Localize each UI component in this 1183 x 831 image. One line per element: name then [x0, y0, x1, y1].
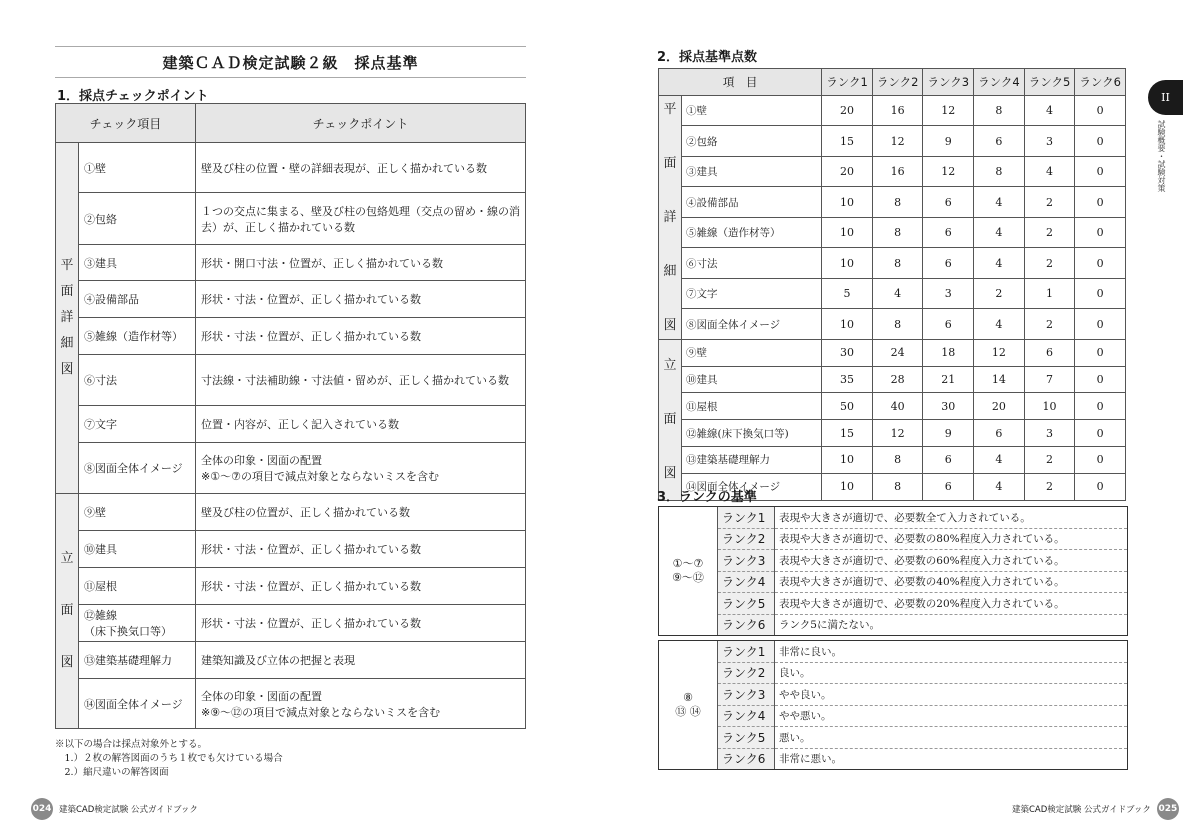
table-row — [56, 406, 526, 443]
checkpoint-table — [55, 103, 526, 729]
score-value-rank2: 28 — [872, 366, 923, 393]
score-value-rank1: 20 — [822, 95, 873, 126]
section-heading-3: 3．ランクの基準 — [657, 490, 757, 505]
table-row — [56, 568, 526, 605]
score-value-rank2: 16 — [872, 95, 923, 126]
score-item-name: ⑥寸法 — [682, 248, 822, 279]
score-value-rank6: 0 — [1075, 217, 1126, 248]
rank-description: やや良い。 — [775, 684, 1128, 706]
check-point: 全体の印象・図面の配置 ※⑨～⑫の項目で減点対象とならないミスを含む — [196, 679, 526, 729]
chapter-tab: II — [1148, 80, 1183, 115]
check-point: 形状・寸法・位置が、正しく描かれている数 — [196, 318, 526, 355]
check-item: ⑬建築基礎理解力 — [79, 642, 196, 679]
rank-description: 表現や大きさが適切で、必要数の60%程度入力されている。 — [775, 550, 1128, 572]
score-value-rank2: 4 — [872, 278, 923, 309]
check-item: ⑧図面全体イメージ — [79, 443, 196, 494]
score-item-name: ④設備部品 — [682, 187, 822, 218]
check-point: 形状・寸法・位置が、正しく描かれている数 — [196, 281, 526, 318]
score-value-rank2: 8 — [872, 248, 923, 279]
rank-label: ランク3 — [718, 550, 775, 572]
section-heading-1: 1．採点チェックポイント — [57, 89, 209, 104]
rank-criteria-row — [659, 684, 1127, 706]
score-value-rank5: 2 — [1024, 473, 1075, 500]
check-point: 形状・寸法・位置が、正しく描かれている数 — [196, 531, 526, 568]
rank-label: ランク5 — [718, 727, 775, 749]
score-value-rank4: 14 — [974, 366, 1025, 393]
table-row — [56, 355, 526, 406]
score-item-name: ⑬建築基礎理解力 — [682, 446, 822, 473]
check-item: ③建具 — [79, 245, 196, 281]
check-item: ⑤雑線（造作材等） — [79, 318, 196, 355]
check-point: 形状・開口寸法・位置が、正しく描かれている数 — [196, 245, 526, 281]
score-item-name: ⑭図面全体イメージ — [682, 473, 822, 500]
check-item: ⑫雑線 （床下換気口等） — [79, 605, 196, 642]
score-value-rank4: 6 — [974, 420, 1025, 447]
score-value-rank2: 8 — [872, 217, 923, 248]
check-item: ④設備部品 — [79, 281, 196, 318]
score-col-rank4: ランク4 — [974, 69, 1025, 96]
check-point: 建築知識及び立体の把握と表現 — [196, 642, 526, 679]
score-value-rank4: 12 — [974, 339, 1025, 366]
score-value-rank3: 9 — [923, 126, 974, 157]
score-value-rank4: 4 — [974, 446, 1025, 473]
score-item-name: ⑩建具 — [682, 366, 822, 393]
table-row — [56, 318, 526, 355]
check-point: 形状・寸法・位置が、正しく描かれている数 — [196, 568, 526, 605]
score-value-rank2: 16 — [872, 156, 923, 187]
check-item: ②包絡 — [79, 193, 196, 245]
score-value-rank4: 2 — [974, 278, 1025, 309]
score-value-rank2: 8 — [872, 309, 923, 340]
score-value-rank2: 12 — [872, 126, 923, 157]
check-point: 壁及び柱の位置・壁の詳細表現が、正しく描かれている数 — [196, 143, 526, 193]
rank-description: 表現や大きさが適切で、必要数の80%程度入力されている。 — [775, 528, 1128, 550]
score-header-row — [659, 69, 1126, 96]
rank-description: 表現や大きさが適切で、必要数の20%程度入力されている。 — [775, 593, 1128, 615]
score-table — [658, 68, 1126, 501]
score-row — [659, 95, 1126, 126]
score-row — [659, 187, 1126, 218]
score-row — [659, 366, 1126, 393]
score-value-rank1: 15 — [822, 420, 873, 447]
score-value-rank5: 4 — [1024, 156, 1075, 187]
score-value-rank5: 10 — [1024, 393, 1075, 420]
score-value-rank6: 0 — [1075, 446, 1126, 473]
score-value-rank3: 12 — [923, 95, 974, 126]
score-value-rank3: 3 — [923, 278, 974, 309]
rank-criteria-row — [659, 727, 1127, 749]
rank-criteria-row — [659, 705, 1127, 727]
score-item-name: ①壁 — [682, 95, 822, 126]
score-item-name: ②包絡 — [682, 126, 822, 157]
score-value-rank3: 6 — [923, 446, 974, 473]
rank-criteria-box-2 — [658, 640, 1128, 770]
score-value-rank4: 4 — [974, 473, 1025, 500]
rank-label: ランク2 — [718, 662, 775, 684]
score-value-rank4: 20 — [974, 393, 1025, 420]
section-heading-2: 2．採点基準点数 — [657, 50, 758, 65]
check-point: 寸法線・寸法補助線・寸法値・留めが、正しく描かれている数 — [196, 355, 526, 406]
rank-criteria-row — [659, 614, 1127, 635]
score-col-rank2: ランク2 — [872, 69, 923, 96]
score-value-rank1: 30 — [822, 339, 873, 366]
note-line: ※以下の場合は採点対象外とする。 — [55, 739, 208, 750]
right-footer — [1012, 798, 1179, 820]
score-row — [659, 126, 1126, 157]
score-col-rank6: ランク6 — [1075, 69, 1126, 96]
score-value-rank1: 10 — [822, 248, 873, 279]
score-group-elevation: 立 面 図 — [659, 339, 682, 500]
score-row — [659, 420, 1126, 447]
check-point: １つの交点に集まる、壁及び柱の包絡処理（交点の留め・線の消去）が、正しく描かれている数 — [196, 193, 526, 245]
score-value-rank3: 12 — [923, 156, 974, 187]
rank-criteria-row — [659, 593, 1127, 615]
check-item: ⑪屋根 — [79, 568, 196, 605]
score-value-rank3: 6 — [923, 248, 974, 279]
page-title: 建築ＣＡＤ検定試験２級 採点基準 — [55, 46, 526, 78]
score-value-rank5: 2 — [1024, 217, 1075, 248]
check-point: 全体の印象・図面の配置 ※①～⑦の項目で減点対象とならないミスを含む — [196, 443, 526, 494]
page-number: 024 — [31, 798, 53, 820]
check-point: 壁及び柱の位置が、正しく描かれている数 — [196, 494, 526, 531]
score-value-rank6: 0 — [1075, 339, 1126, 366]
score-item-name: ⑧図面全体イメージ — [682, 309, 822, 340]
score-value-rank1: 10 — [822, 187, 873, 218]
score-row — [659, 393, 1126, 420]
check-item: ①壁 — [79, 143, 196, 193]
check-point: 位置・内容が、正しく記入されている数 — [196, 406, 526, 443]
table-row — [56, 281, 526, 318]
check-item: ⑩建具 — [79, 531, 196, 568]
score-value-rank5: 6 — [1024, 339, 1075, 366]
rank-description: 良い。 — [775, 662, 1128, 684]
rank-description: 表現や大きさが適切で、必要数の40%程度入力されている。 — [775, 571, 1128, 593]
score-value-rank5: 2 — [1024, 248, 1075, 279]
score-row — [659, 446, 1126, 473]
score-row — [659, 339, 1126, 366]
rank-criteria-items: ①～⑦ ⑨～⑫ — [672, 557, 704, 584]
score-value-rank1: 10 — [822, 309, 873, 340]
rank-label: ランク4 — [718, 571, 775, 593]
score-value-rank1: 15 — [822, 126, 873, 157]
score-item-name: ⑫雑線(床下換気口等) — [682, 420, 822, 447]
group-label-elevation: 立 面 図 — [56, 494, 79, 729]
score-value-rank2: 40 — [872, 393, 923, 420]
score-value-rank1: 50 — [822, 393, 873, 420]
score-value-rank2: 8 — [872, 473, 923, 500]
score-value-rank5: 7 — [1024, 366, 1075, 393]
table-row — [56, 143, 526, 193]
score-value-rank6: 0 — [1075, 309, 1126, 340]
score-item-name: ⑤雑線（造作材等） — [682, 217, 822, 248]
rank-label: ランク1 — [718, 507, 775, 528]
score-value-rank1: 35 — [822, 366, 873, 393]
score-row — [659, 248, 1126, 279]
left-footer — [31, 798, 198, 820]
rank-criteria-row — [659, 748, 1127, 769]
score-group-plan: 平 面 詳 細 図 — [659, 95, 682, 339]
score-value-rank3: 21 — [923, 366, 974, 393]
score-value-rank3: 9 — [923, 420, 974, 447]
score-value-rank6: 0 — [1075, 187, 1126, 218]
score-item-name: ⑦文字 — [682, 278, 822, 309]
score-value-rank6: 0 — [1075, 278, 1126, 309]
rank-criteria-row — [659, 528, 1127, 550]
rank-description: 非常に悪い。 — [779, 753, 842, 766]
table-row — [56, 679, 526, 729]
col-header-item: チェック項目 — [56, 104, 196, 143]
page-number: 025 — [1157, 798, 1179, 820]
score-value-rank4: 8 — [974, 95, 1025, 126]
score-value-rank6: 0 — [1075, 393, 1126, 420]
table-row — [56, 642, 526, 679]
score-item-name: ⑨壁 — [682, 339, 822, 366]
table-row — [56, 605, 526, 642]
score-value-rank5: 2 — [1024, 187, 1075, 218]
score-value-rank3: 30 — [923, 393, 974, 420]
rank-criteria-row — [659, 662, 1127, 684]
check-item: ⑭図面全体イメージ — [79, 679, 196, 729]
table-row — [56, 245, 526, 281]
rank-label: ランク5 — [718, 593, 775, 615]
group-label-plan: 平 面 詳 細 図 — [56, 143, 79, 494]
score-value-rank4: 8 — [974, 156, 1025, 187]
table-row — [56, 494, 526, 531]
rank-criteria-row — [659, 550, 1127, 572]
note-line: 1.）２枚の解答図面のうち１枚でも欠けている場合 — [55, 753, 283, 764]
rank-description: ランク5に満たない。 — [779, 619, 880, 632]
score-value-rank3: 6 — [923, 309, 974, 340]
score-value-rank2: 8 — [872, 446, 923, 473]
note-line: 2.）縮尺違いの解答図面 — [55, 767, 169, 778]
score-row — [659, 309, 1126, 340]
rank-label: ランク3 — [718, 684, 775, 706]
chapter-tab-text: 試験概要・試験対策 — [1157, 120, 1166, 192]
score-col-rank5: ランク5 — [1024, 69, 1075, 96]
table-row — [56, 531, 526, 568]
rank-label: ランク1 — [718, 641, 775, 662]
table-header-row — [56, 104, 526, 143]
col-header-point: チェックポイント — [196, 104, 526, 143]
score-value-rank4: 4 — [974, 248, 1025, 279]
score-col-rank1: ランク1 — [822, 69, 873, 96]
footer-text: 建築CAD検定試験 公式ガイドブック — [59, 805, 198, 815]
score-value-rank3: 6 — [923, 473, 974, 500]
score-value-rank1: 5 — [822, 278, 873, 309]
score-value-rank4: 4 — [974, 187, 1025, 218]
score-value-rank6: 0 — [1075, 248, 1126, 279]
score-value-rank4: 6 — [974, 126, 1025, 157]
score-value-rank1: 10 — [822, 473, 873, 500]
score-value-rank5: 3 — [1024, 126, 1075, 157]
rank-description: 非常に良い。 — [775, 641, 1128, 662]
score-value-rank1: 10 — [822, 217, 873, 248]
rank-description: 悪い。 — [775, 727, 1128, 749]
score-value-rank4: 4 — [974, 217, 1025, 248]
rank-label: ランク2 — [718, 528, 775, 550]
score-value-rank5: 2 — [1024, 446, 1075, 473]
check-point: 形状・寸法・位置が、正しく描かれている数 — [196, 605, 526, 642]
score-row — [659, 217, 1126, 248]
rank-criteria-row — [659, 571, 1127, 593]
score-value-rank1: 20 — [822, 156, 873, 187]
score-value-rank5: 2 — [1024, 309, 1075, 340]
score-value-rank3: 6 — [923, 217, 974, 248]
score-item-name: ③建具 — [682, 156, 822, 187]
check-item: ⑦文字 — [79, 406, 196, 443]
footer-text: 建築CAD検定試験 公式ガイドブック — [1012, 805, 1151, 815]
score-value-rank6: 0 — [1075, 95, 1126, 126]
rank-label: ランク6 — [718, 748, 775, 769]
score-value-rank6: 0 — [1075, 156, 1126, 187]
table-row — [56, 193, 526, 245]
footnotes — [55, 738, 283, 780]
rank-description: 表現や大きさが適切で、必要数全て入力されている。 — [775, 507, 1128, 528]
rank-criteria-box-1 — [658, 506, 1128, 636]
table-row — [56, 443, 526, 494]
rank-criteria-row — [659, 507, 1127, 528]
score-row — [659, 156, 1126, 187]
score-row — [659, 278, 1126, 309]
score-item-name: ⑪屋根 — [682, 393, 822, 420]
check-item: ⑨壁 — [79, 494, 196, 531]
score-value-rank6: 0 — [1075, 420, 1126, 447]
score-value-rank2: 24 — [872, 339, 923, 366]
score-value-rank3: 6 — [923, 187, 974, 218]
score-value-rank2: 8 — [872, 187, 923, 218]
score-value-rank6: 0 — [1075, 126, 1126, 157]
score-value-rank4: 4 — [974, 309, 1025, 340]
rank-label: ランク6 — [718, 614, 775, 635]
score-value-rank6: 0 — [1075, 473, 1126, 500]
check-item: ⑥寸法 — [79, 355, 196, 406]
score-value-rank5: 4 — [1024, 95, 1075, 126]
rank-description: やや悪い。 — [775, 705, 1128, 727]
rank-criteria-row — [659, 641, 1127, 662]
score-value-rank5: 3 — [1024, 420, 1075, 447]
score-value-rank2: 12 — [872, 420, 923, 447]
rank-criteria-items: ⑧ ⑬ ⑭ — [675, 691, 701, 718]
score-value-rank6: 0 — [1075, 366, 1126, 393]
score-col-rank3: ランク3 — [923, 69, 974, 96]
rank-label: ランク4 — [718, 705, 775, 727]
score-value-rank3: 18 — [923, 339, 974, 366]
score-value-rank5: 1 — [1024, 278, 1075, 309]
score-value-rank1: 10 — [822, 446, 873, 473]
score-col-item: 項 目 — [659, 69, 822, 96]
